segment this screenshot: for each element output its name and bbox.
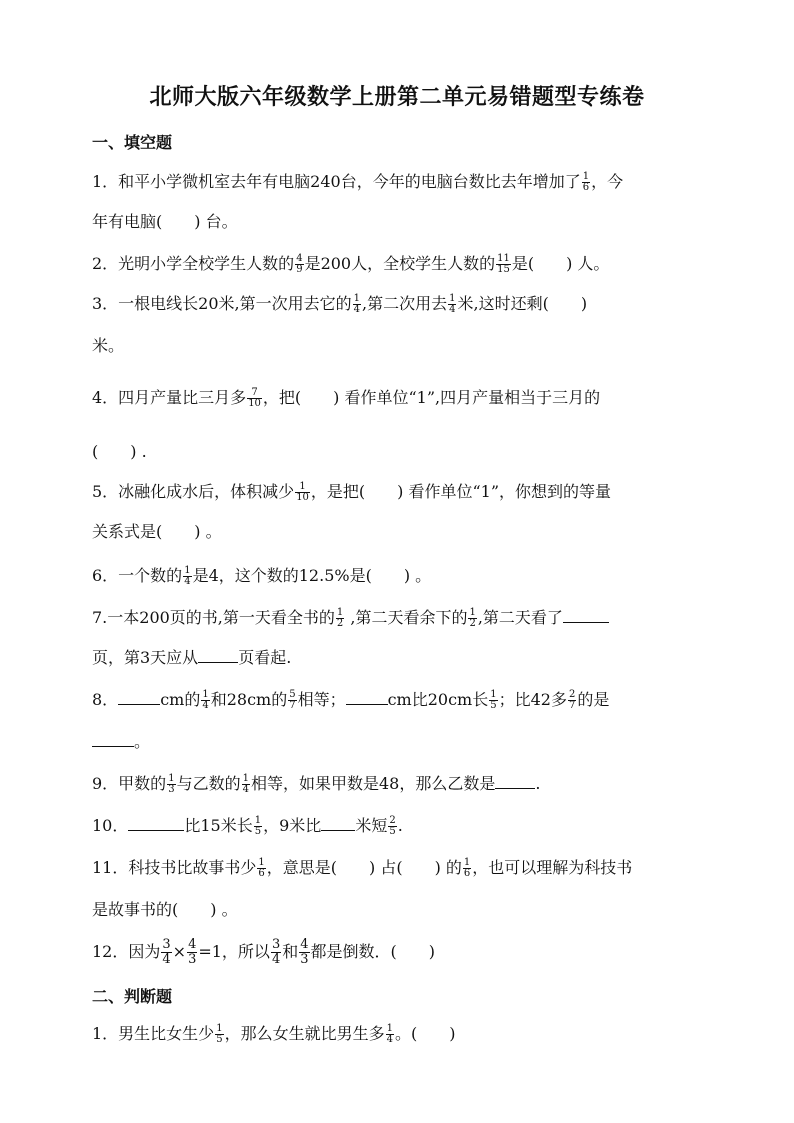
question-9: 9．甲数的 $\frac{1}{3}$ 与乙数的 $\frac{1}{4}$ 相等，如果甲数是48，那么乙数是 . bbox=[92, 773, 541, 795]
fraction: $\frac{1}{2}$ bbox=[469, 607, 476, 629]
fraction: $\frac{2}{7}$ bbox=[568, 689, 576, 711]
question-2: 2．光明小学全校学生人数的 $\frac{4}{9}$ 是200人，全校学生人数的 $\frac{11}{15}$ 是( ) 人。 bbox=[92, 253, 610, 275]
question-8-line-2: 。 bbox=[92, 730, 150, 754]
question-7-line-1: 7.一本200页的书,第一天看全书的 $\frac{1}{2}$ ,第二天看余下的 $\frac{1}{2}$ ,第二天看了 bbox=[92, 606, 609, 630]
judge-question-1: 1．男生比女生少 $\frac{1}{5}$ ，那么女生就比男生多 $\frac{1}{4}$ 。( ) bbox=[92, 1023, 456, 1045]
fraction: $\frac{1}{6}$ bbox=[582, 171, 590, 193]
page-title: 北师大版六年级数学上册第二单元易错题型专练卷 bbox=[149, 84, 645, 110]
fraction: $\frac{4}{3}$ bbox=[300, 937, 309, 967]
question-11-line-1: 11．科技书比故事书少 $\frac{1}{6}$ ，意思是( ) 占( ) 的 $\frac{1}{6}$ ，也可以理解为科技书 bbox=[92, 857, 633, 879]
question-10: 10． 比15米长 $\frac{1}{5}$ ，9米比 米短 $\frac{2}{5}$ . bbox=[92, 815, 403, 837]
question-7-line-2: 页，第3天应从 页看起. bbox=[92, 648, 292, 667]
section-fill-blank-heading: 一、填空题 bbox=[92, 133, 173, 152]
answer-blank[interactable] bbox=[118, 689, 160, 705]
question-8-line-1: 8． cm的 $\frac{1}{4}$ 和28cm的 $\frac{5}{7}$ 相等； cm比20cm长 $\frac{1}{5}$ ；比42多 $\frac{2}{7}$ 的是 bbox=[92, 689, 610, 711]
question-6: 6．一个数的 $\frac{1}{4}$ 是4，这个数的12.5%是( ) 。 bbox=[92, 565, 432, 587]
question-5-line-2: 关系式是( ) 。 bbox=[92, 522, 222, 541]
fraction: $\frac{1}{3}$ bbox=[168, 773, 175, 795]
answer-blank[interactable] bbox=[321, 815, 355, 831]
fraction: $\frac{1}{4}$ bbox=[449, 293, 456, 315]
question-1-line-2: 年有电脑( ) 台。 bbox=[92, 212, 238, 231]
question-11-line-2: 是故事书的( ) 。 bbox=[92, 900, 238, 919]
fraction: $\frac{1}{4}$ bbox=[242, 773, 249, 795]
fraction: $\frac{1}{6}$ bbox=[463, 857, 471, 879]
fraction: $\frac{3}{4}$ bbox=[162, 937, 171, 967]
fraction: $\frac{4}{9}$ bbox=[296, 253, 303, 275]
question-3-line-1: 3．一根电线长20米,第一次用去它的 $\frac{1}{4}$ ,第二次用去 $\frac{1}{4}$ 米,这时还剩( ) bbox=[92, 293, 588, 315]
question-4-line-2: ( ) . bbox=[92, 442, 147, 461]
fraction: $\frac{1}{6}$ bbox=[258, 857, 265, 879]
fraction: $\frac{3}{4}$ bbox=[271, 937, 281, 967]
answer-blank[interactable] bbox=[92, 731, 134, 747]
fraction: $\frac{1}{4}$ bbox=[353, 293, 361, 315]
question-3-line-2: 米。 bbox=[92, 336, 125, 355]
answer-blank[interactable] bbox=[495, 773, 535, 789]
question-1-line-1: 1．和平小学微机室去年有电脑240台，今年的电脑台数比去年增加了 $\frac{1}{6}$ ，今 bbox=[92, 171, 624, 193]
fraction: $\frac{4}{3}$ bbox=[188, 937, 197, 967]
fraction: $\frac{2}{5}$ bbox=[389, 815, 396, 837]
fraction: $\frac{1}{4}$ bbox=[184, 565, 191, 587]
fraction: $\frac{1}{5}$ bbox=[216, 1023, 223, 1045]
fraction: $\frac{11}{15}$ bbox=[497, 253, 510, 275]
answer-blank[interactable] bbox=[128, 815, 184, 831]
question-4-line-1: 4．四月产量比三月多 $\frac{7}{10}$ ，把( ) 看作单位“1”,四月产量相当于三月的 bbox=[92, 387, 601, 409]
fraction: $\frac{1}{10}$ bbox=[296, 481, 309, 503]
question-5-line-1: 5．冰融化成水后，体积减少 $\frac{1}{10}$ ，是把( ) 看作单位“1”，你想到的等量 bbox=[92, 481, 612, 503]
fraction: $\frac{1}{4}$ bbox=[202, 689, 209, 711]
fraction: $\frac{7}{10}$ bbox=[248, 387, 261, 409]
fraction: $\frac{1}{2}$ bbox=[336, 607, 344, 629]
fraction: $\frac{1}{4}$ bbox=[386, 1023, 393, 1045]
answer-blank[interactable] bbox=[563, 607, 609, 623]
question-12: 12．因为 $\frac{3}{4}$ × $\frac{4}{3}$ =1，所以 $\frac{3}{4}$ 和 $\frac{4}{3}$ 都是倒数．( ) bbox=[92, 937, 436, 967]
section-true-false-heading: 二、判断题 bbox=[92, 987, 173, 1006]
answer-blank[interactable] bbox=[198, 647, 238, 663]
fraction: $\frac{1}{5}$ bbox=[490, 689, 497, 711]
fraction: $\frac{1}{5}$ bbox=[254, 815, 262, 837]
fraction: $\frac{5}{7}$ bbox=[289, 689, 296, 711]
answer-blank[interactable] bbox=[346, 689, 388, 705]
